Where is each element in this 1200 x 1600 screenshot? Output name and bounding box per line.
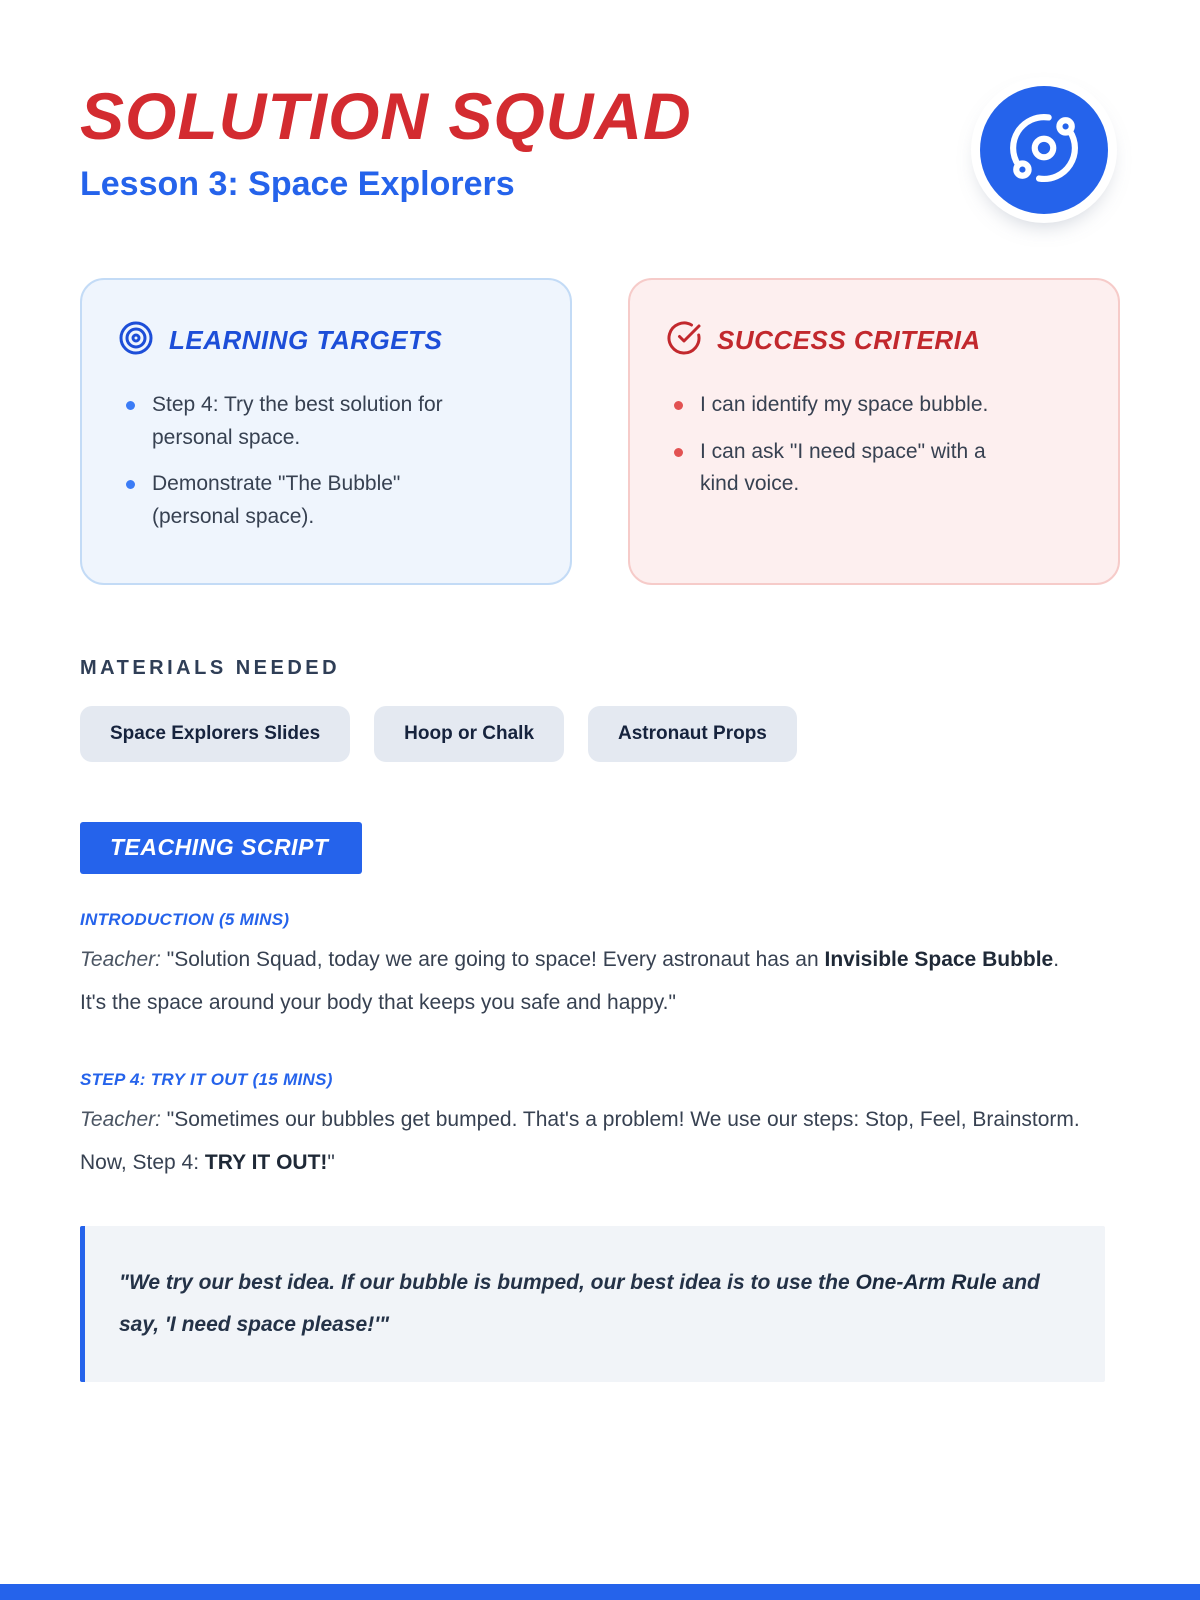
learning-target-item: Demonstrate "The Bubble" (personal space). xyxy=(118,468,478,533)
learning-targets-header xyxy=(118,320,534,361)
material-chip: Hoop or Chalk xyxy=(374,706,564,762)
quote-bold-text: One-Arm Rule xyxy=(855,1271,997,1295)
footer-accent-bar xyxy=(0,1584,1200,1600)
learning-targets-list xyxy=(118,389,534,533)
learning-targets-card xyxy=(80,278,572,585)
paragraph-text: "Solution Squad, today we are going to space! Every astronaut has an xyxy=(160,948,825,972)
materials-chips xyxy=(80,706,1120,762)
step-4-paragraph xyxy=(80,1098,1080,1184)
paragraph-text: . It's the space around your body that keeps you safe and happy." xyxy=(80,948,1060,1015)
material-chip: Astronaut Props xyxy=(588,706,797,762)
success-criteria-header xyxy=(666,320,1082,361)
paragraph-bold-text: Invisible Space Bubble xyxy=(824,948,1054,972)
teaching-script-badge: TEACHING SCRIPT xyxy=(80,822,362,874)
learning-target-item: Step 4: Try the best solution for personal space. xyxy=(118,389,478,454)
paragraph-text: " xyxy=(327,1151,335,1175)
target-icon xyxy=(118,320,154,361)
material-chip: Space Explorers Slides xyxy=(80,706,350,762)
orbit-icon xyxy=(1007,111,1081,190)
header xyxy=(80,79,1120,214)
paragraph-text: "Sometimes our bubbles get bumped. That's a problem! We use our steps: Stop, Feel, Brainstorm. Now, Step 4: xyxy=(80,1108,1080,1175)
quote-text: and say, 'I need space please!'" xyxy=(119,1271,1040,1337)
materials-heading: MATERIALS NEEDED xyxy=(80,657,341,680)
page-title: SOLUTION SQUAD xyxy=(80,79,692,153)
success-criteria-item: I can identify my space bubble. xyxy=(666,389,1026,422)
introduction-heading: INTRODUCTION (5 MINS) xyxy=(80,910,290,930)
success-criteria-item: I can ask "I need space" with a kind voice. xyxy=(666,436,1026,501)
quote-text: "We try our best idea. If our bubble is bumped, our best idea is to use the xyxy=(119,1271,856,1295)
header-text xyxy=(80,79,692,204)
script-quote xyxy=(80,1226,1105,1382)
logo-badge xyxy=(980,86,1108,214)
step-4-heading: STEP 4: TRY IT OUT (15 MINS) xyxy=(80,1070,333,1090)
check-circle-icon xyxy=(666,320,702,361)
lesson-subtitle: Lesson 3: Space Explorers xyxy=(80,165,515,204)
success-criteria-title: SUCCESS CRITERIA xyxy=(717,325,981,355)
teaching-script-section xyxy=(80,762,1120,1382)
objective-cards xyxy=(80,278,1120,585)
success-criteria-list xyxy=(666,389,1082,501)
learning-targets-title: LEARNING TARGETS xyxy=(169,325,443,355)
materials-section xyxy=(80,657,1120,762)
speaker-label: Teacher: xyxy=(80,948,161,972)
introduction-paragraph xyxy=(80,938,1080,1024)
success-criteria-card xyxy=(628,278,1120,585)
paragraph-bold-text: TRY IT OUT! xyxy=(204,1151,328,1175)
speaker-label: Teacher: xyxy=(80,1108,161,1132)
